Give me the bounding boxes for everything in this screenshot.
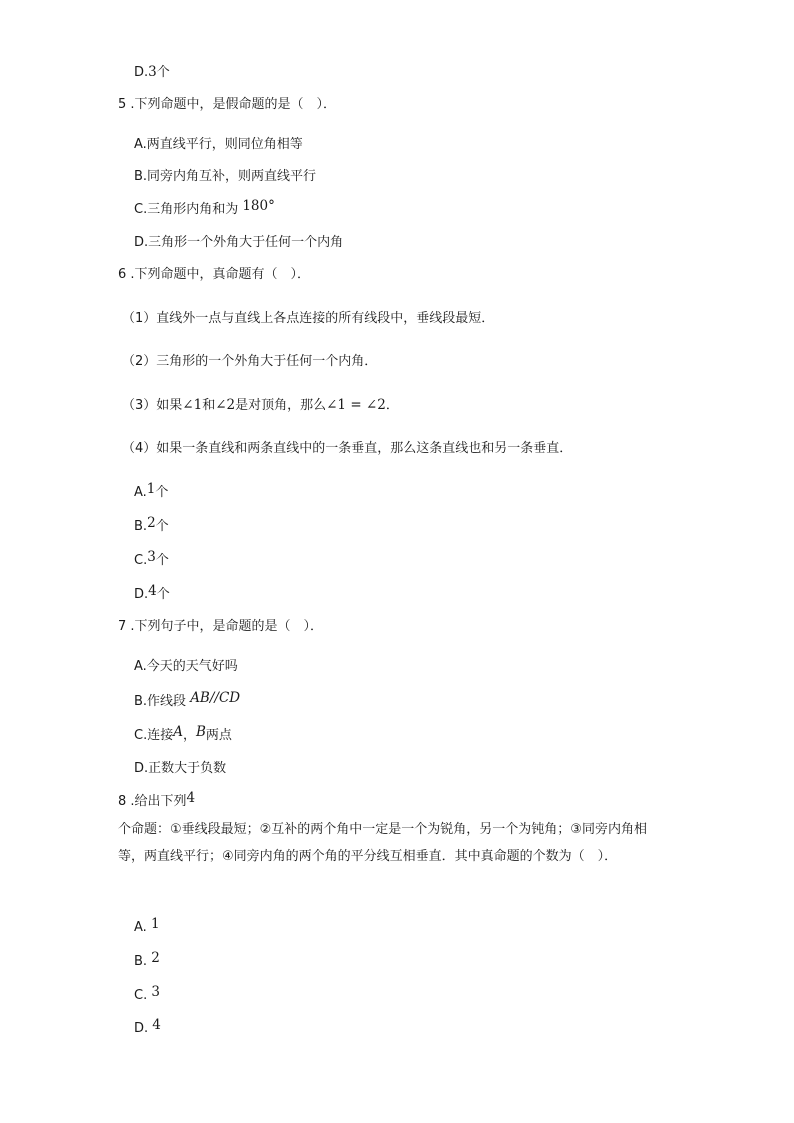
q6-statement-1: （1）直线外一点与直线上各点连接的所有线段中，垂线段最短． — [122, 311, 495, 326]
q4-option-d: D.3个 — [134, 64, 170, 80]
q7-stem: 7 .下列句子中，是命题的是（ ）． — [118, 619, 324, 634]
q7-option-b: B.作线段 AB//CD — [134, 690, 241, 709]
q7-option-d: D.正数大于负数 — [134, 761, 227, 776]
q8-option-a: A. 1 — [134, 916, 160, 935]
q6-statement-4: （4）如果一条直线和两条直线中的一条垂直，那么这条直线也和另一条垂直． — [122, 441, 573, 456]
q6-option-b: B.2个 — [134, 515, 169, 534]
q8-option-b: B. 2 — [134, 950, 160, 969]
q8-option-d: D. 4 — [134, 1017, 161, 1036]
q8-option-c: C. 3 — [134, 984, 160, 1003]
q8-stem-body: 个命题：①垂线段最短；②互补的两个角中一定是一个为锐角，另一个为钝角；③同旁内角相等，两直线平行；④同旁内角的两个角的平分线互相垂直．其中真命题的个数为（ ）． — [118, 822, 647, 864]
q5-option-a: A.两直线平行，则同位角相等 — [134, 137, 303, 152]
q6-stem: 6 .下列命题中，真命题有（ ）． — [118, 267, 311, 282]
q6-option-c: C.3个 — [134, 549, 169, 568]
q5-stem: 5 .下列命题中，是假命题的是（ ）． — [118, 97, 337, 112]
q8-stem-first-line: 8 .给出下列4 — [118, 790, 196, 809]
q5-option-c: C.三角形内角和为 180° — [134, 198, 275, 217]
q6-option-d: D.4个 — [134, 583, 170, 602]
q6-statement-3: （3）如果∠1和∠2是对顶角，那么∠1 = ∠2． — [122, 397, 399, 413]
q5-option-b: B.同旁内角互补，则两直线平行 — [134, 169, 317, 184]
q6-option-a: A.1个 — [134, 481, 169, 500]
q7-option-a: A.今天的天气好吗 — [134, 659, 238, 674]
q5-option-d: D.三角形一个外角大于任何一个内角 — [134, 235, 344, 250]
q7-option-c: C.连接A，B两点 — [134, 724, 232, 743]
q6-statement-2: （2）三角形的一个外角大于任何一个内角． — [122, 354, 378, 369]
